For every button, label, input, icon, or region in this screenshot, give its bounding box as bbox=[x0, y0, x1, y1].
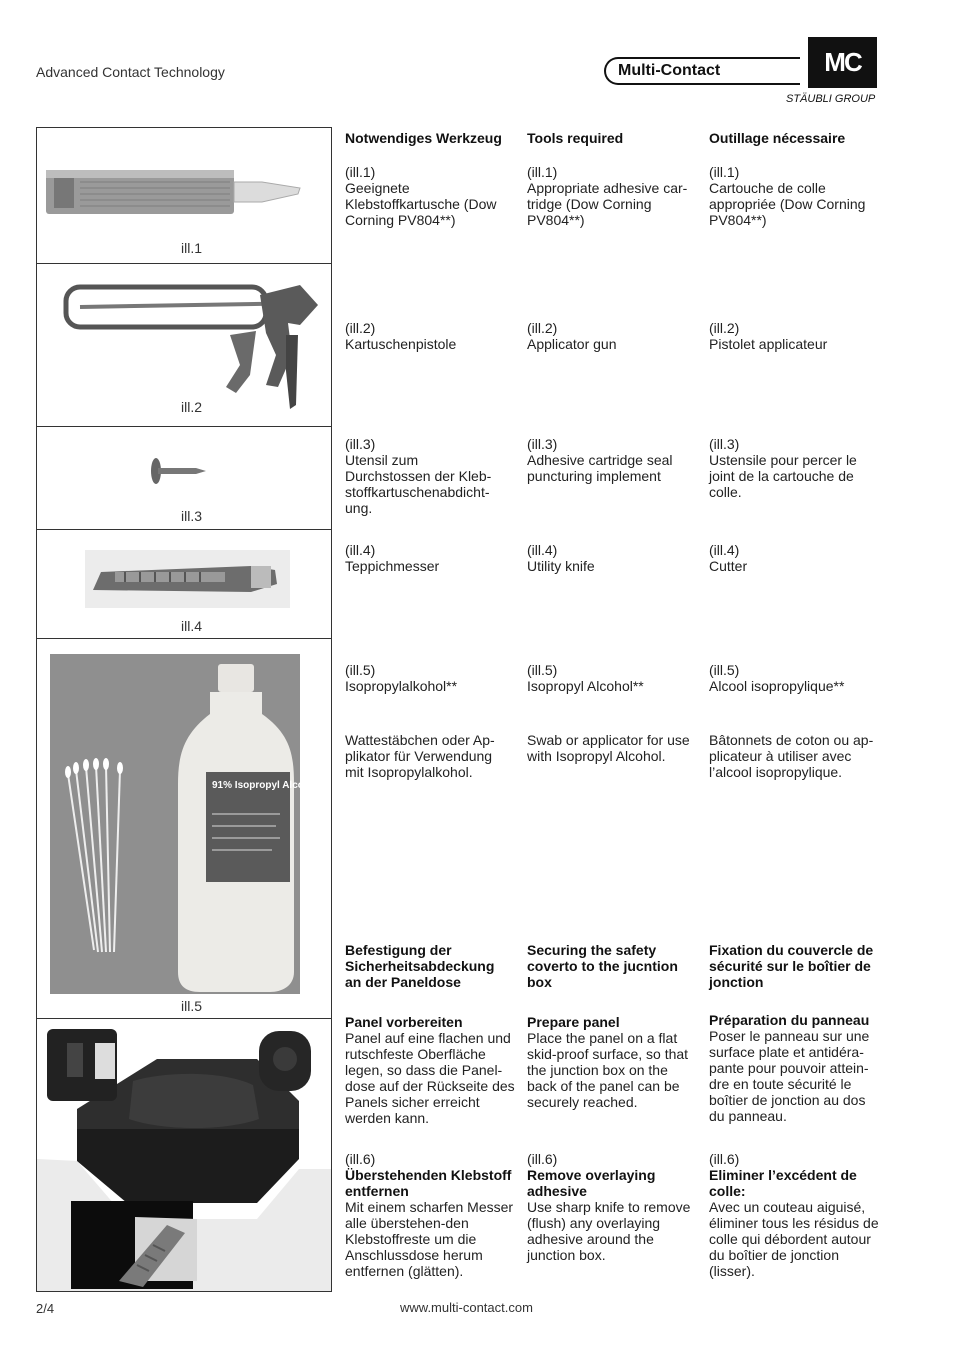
adhesive-cartridge-image bbox=[40, 160, 330, 220]
en-section-heading: Securing the safety coverto to the jucntion box bbox=[527, 942, 678, 990]
en-prepare-heading: Prepare panel bbox=[527, 1014, 620, 1030]
de-ill2-text: Kartuschenpistole bbox=[345, 336, 457, 352]
fr-ill4-ref: (ill.4) bbox=[709, 542, 740, 558]
bottle-label-text: 91% Isopropyl Alcohol bbox=[212, 780, 319, 791]
en-ill4-ref: (ill.4) bbox=[527, 542, 558, 558]
de-ill5-ref: (ill.5) bbox=[345, 662, 376, 678]
fr-ill4-text: Cutter bbox=[709, 558, 748, 574]
fr-ill1-text: Cartouche de colle appropriée (Dow Corning PV804**) bbox=[709, 180, 866, 228]
en-ill2-ref: (ill.2) bbox=[527, 320, 558, 336]
brand-group: STÄUBLI GROUP bbox=[786, 93, 876, 105]
en-ill6-ref: (ill.6) bbox=[527, 1151, 558, 1167]
de-ill3-text: Utensil zum Durchstossen der Kleb-stoffkartuschenabdicht-ung. bbox=[345, 452, 492, 516]
de-ill6-heading: Überstehenden Klebstoff entfernen bbox=[345, 1167, 512, 1199]
en-prepare-text: Place the panel on a flat skid-proof surface, so that the junction box on the back of the panel can be securely reached. bbox=[527, 1030, 689, 1110]
fr-ill6-ref: (ill.6) bbox=[709, 1151, 740, 1167]
fr-ill2-text: Pistolet applicateur bbox=[709, 336, 828, 352]
ill-4-label: ill.4 bbox=[181, 618, 203, 634]
en-ill3-ref: (ill.3) bbox=[527, 436, 558, 452]
de-ill5-text: Isopropylalkohol** bbox=[345, 678, 458, 694]
en-ill4-text: Utility knife bbox=[527, 558, 595, 574]
illustration-divider bbox=[36, 426, 332, 427]
de-section-heading: Befestigung der Sicherheitsabdeckung an der Paneldose bbox=[345, 942, 495, 990]
en-tools-heading: Tools required bbox=[527, 130, 624, 146]
de-tools-heading: Notwendiges Werkzeug bbox=[345, 130, 502, 146]
en-ill5-text: Isopropyl Alcohol** bbox=[527, 678, 644, 694]
fr-ill5-ref: (ill.5) bbox=[709, 662, 740, 678]
illustration-divider bbox=[36, 263, 332, 264]
fr-prepare-text: Poser le panneau sur une surface plate et antidéra-pante pour pouvoir attein-dre en toute sécurité le boîtier de jonction au dos du panneau. bbox=[709, 1028, 870, 1124]
de-prepare-text: Panel auf eine flachen und rutschfeste Oberfläche legen, so dass die Panel-dose auf der Rückseite des Panels sicher erreicht werden kann. bbox=[345, 1030, 515, 1126]
illustration-divider bbox=[36, 529, 332, 530]
header-tagline: Advanced Contact Technology bbox=[36, 64, 225, 80]
fr-ill6-heading: Eliminer l’excédent de colle: bbox=[709, 1167, 857, 1199]
de-ill6-text: Mit einem scharfen Messer alle überstehen-den Klebstoffreste um die Anschlussdose herum entfernen (glätten). bbox=[345, 1199, 514, 1279]
fr-prepare-heading: Préparation du panneau bbox=[709, 1012, 870, 1028]
ill-2-label: ill.2 bbox=[181, 399, 203, 415]
de-ill6-ref: (ill.6) bbox=[345, 1151, 376, 1167]
en-ill1-ref: (ill.1) bbox=[527, 164, 558, 180]
de-prepare-heading: Panel vorbereiten bbox=[345, 1014, 463, 1030]
en-ill5-ref: (ill.5) bbox=[527, 662, 558, 678]
page-number: 2/4 bbox=[36, 1301, 55, 1316]
de-ill4-ref: (ill.4) bbox=[345, 542, 376, 558]
brand-name: Multi-Contact bbox=[618, 62, 721, 79]
brand-logo-mark: MC bbox=[808, 37, 877, 88]
fr-ill3-ref: (ill.3) bbox=[709, 436, 740, 452]
footer-url[interactable]: www.multi-contact.com bbox=[400, 1300, 533, 1315]
de-ill1-text: Geeignete Klebstoffkartusche (Dow Corning PV804**) bbox=[345, 180, 497, 228]
en-ill2-text: Applicator gun bbox=[527, 336, 617, 352]
fr-ill3-text: Ustensile pour percer le joint de la cartouche de colle. bbox=[709, 452, 857, 500]
ill-5-label: ill.5 bbox=[181, 998, 203, 1014]
utility-knife-image bbox=[85, 550, 290, 608]
en-ill6-heading: Remove overlaying adhesive bbox=[527, 1167, 656, 1199]
fr-tools-heading: Outillage nécessaire bbox=[709, 130, 846, 146]
de-ill2-ref: (ill.2) bbox=[345, 320, 376, 336]
de-ill4-text: Teppichmesser bbox=[345, 558, 440, 574]
en-swab-text: Swab or applicator for use with Isopropyl Alcohol. bbox=[527, 732, 690, 764]
junction-box-image bbox=[37, 1019, 331, 1291]
fr-section-heading: Fixation du couvercle de sécurité sur le boîtier de jonction bbox=[709, 942, 874, 990]
isopropyl-alcohol-image bbox=[50, 654, 319, 994]
en-ill3-text: Adhesive cartridge seal puncturing implement bbox=[527, 452, 673, 484]
de-ill3-ref: (ill.3) bbox=[345, 436, 376, 452]
ill-3-label: ill.3 bbox=[181, 508, 203, 524]
de-swab-text: Wattestäbchen oder Ap-plikator für Verwendung mit Isopropylalkohol. bbox=[345, 732, 495, 780]
fr-ill1-ref: (ill.1) bbox=[709, 164, 740, 180]
en-ill1-text: Appropriate adhesive car-tridge (Dow Corning PV804**) bbox=[527, 180, 688, 228]
puncturing-nail-image bbox=[148, 455, 208, 487]
ill-1-label: ill.1 bbox=[181, 240, 203, 256]
fr-ill6-text: Avec un couteau aiguisé, éliminer tous les résidus de colle qui débordent autour du boîtier de jonction (lisser). bbox=[709, 1199, 879, 1279]
applicator-gun-image bbox=[60, 275, 330, 415]
en-ill6-text: Use sharp knife to remove (flush) any overlaying adhesive around the junction box. bbox=[527, 1199, 691, 1263]
fr-ill2-ref: (ill.2) bbox=[709, 320, 740, 336]
fr-ill5-text: Alcool isopropylique** bbox=[709, 678, 845, 694]
de-ill1-ref: (ill.1) bbox=[345, 164, 376, 180]
fr-swab-text: Bâtonnets de coton ou ap-plicateur à utiliser avec l’alcool isopropylique. bbox=[709, 732, 874, 780]
illustration-divider bbox=[36, 638, 332, 639]
